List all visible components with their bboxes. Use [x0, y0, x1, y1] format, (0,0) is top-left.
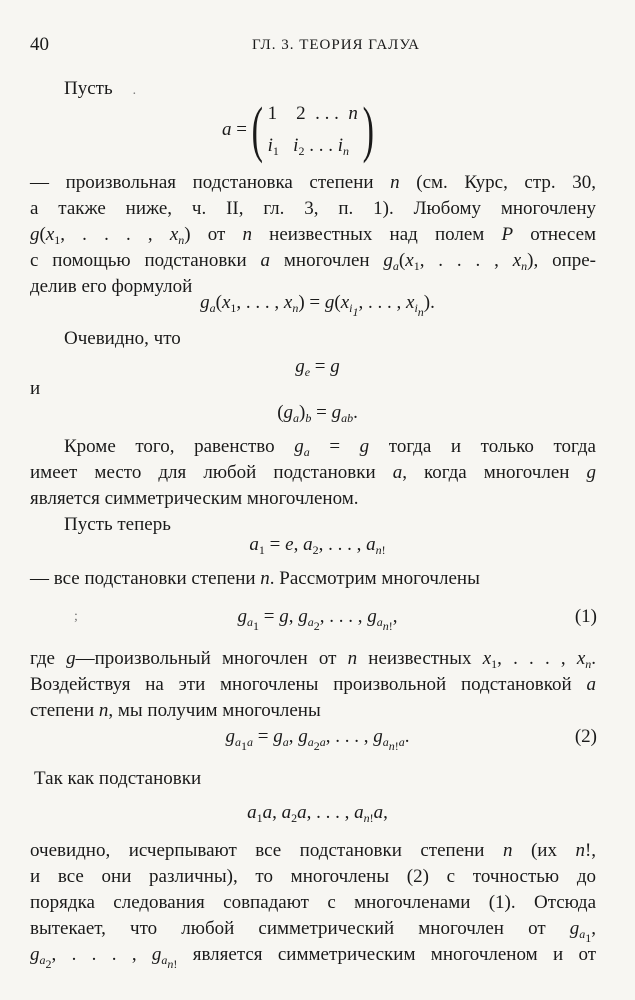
word-ochevidno: Очевидно, что: [64, 328, 181, 349]
paragraph-line: а также ниже, ч. II, гл. 3, п. 1). Любому многочлену: [30, 198, 596, 219]
paragraph-line: $g_{a_2}$, . . . , $g_{a_{n!}}$ является симметрическим многочленом и от: [30, 944, 596, 971]
paragraph-line: вытекает, что любой симметрический многочлен от $g_{a_1}$,: [30, 918, 596, 945]
paragraph-line: степени n, мы получим многочлены: [30, 700, 321, 721]
print-speck: ;: [74, 609, 78, 624]
paragraph-line: порядка следования совпадают с многочленами (1). Отсюда: [30, 892, 596, 913]
running-title: ГЛ. 3. ТЕОРИЯ ГАЛУА: [252, 37, 420, 53]
paragraph-line: и все они различны), то многочлены (2) с точностью до: [30, 866, 596, 887]
paragraph-line: Воздействуя на эти многочлены произвольной подстановкой a: [30, 674, 596, 695]
paragraph-line: делив его формулой: [30, 276, 193, 297]
paragraph-line: — произвольная подстановка степени n (см. Курс, стр. 30,: [30, 172, 596, 193]
formula-gab: $(g_a)_b = g_{ab}$.: [277, 402, 358, 425]
paragraph-line: где g—произвольный многочлен от n неизвестных $x_1$, . . . , $x_n$.: [30, 648, 596, 671]
paragraph-line: Кроме того, равенство $g_a = g$ тогда и только тогда: [64, 436, 596, 459]
paragraph-line: $g(x_1$, . . . , $x_n$) от n неизвестных над полем P отнесем: [30, 224, 597, 247]
word-i: и: [30, 378, 41, 399]
paragraph-line: является симметрическим многочленом.: [30, 488, 359, 509]
paragraph-line: имеет место для любой подстановки a, когда многочлен g: [30, 462, 596, 483]
formula-eq1: $g_{a_1} = g$, $g_{a_2}$, . . . , $g_{a_{n!}}$,: [237, 606, 398, 633]
page-number: 40: [30, 34, 49, 55]
equation-number-2: (2): [574, 726, 597, 747]
permutation-matrix: a =( 1 2 . . . n $i_1$ $i_2$ . . . $i_n$ ): [222, 96, 374, 164]
word-tak-kak: Так как подстановки: [34, 768, 202, 789]
formula-eq2: $g_{a_1a} = g_a$, $g_{a_2a}$, . . . , $g_{a_{n!}a}$.: [225, 726, 410, 753]
paragraph-line: — все подстановки степени n. Рассмотрим многочлены: [30, 568, 480, 589]
print-speck: ·: [132, 87, 137, 102]
word-pust-teper: Пусть теперь: [64, 514, 171, 535]
equation-number-1: (1): [574, 606, 597, 627]
paragraph-line: с помощью подстановки a многочлен $g_a(x_1$, . . . , $x_n$), опре-: [30, 250, 596, 273]
word-pust: Пусть: [64, 78, 113, 99]
formula-ga: $g_a(x_1$, . . . , $x_n) = g(x_{i_1}$, . . . , $x_{i_n}$).: [200, 292, 435, 319]
formula-products: $a_1a$, $a_2a$, . . . , $a_{n!}a$,: [247, 802, 388, 825]
formula-ge: $g_e = g$: [295, 356, 340, 379]
formula-all-perms: $a_1 = e$, $a_2$, . . . , $a_{n!}$: [249, 534, 386, 557]
paragraph-line: очевидно, исчерпывают все подстановки степени n (их n!,: [30, 840, 597, 861]
page-header: [30, 32, 610, 58]
